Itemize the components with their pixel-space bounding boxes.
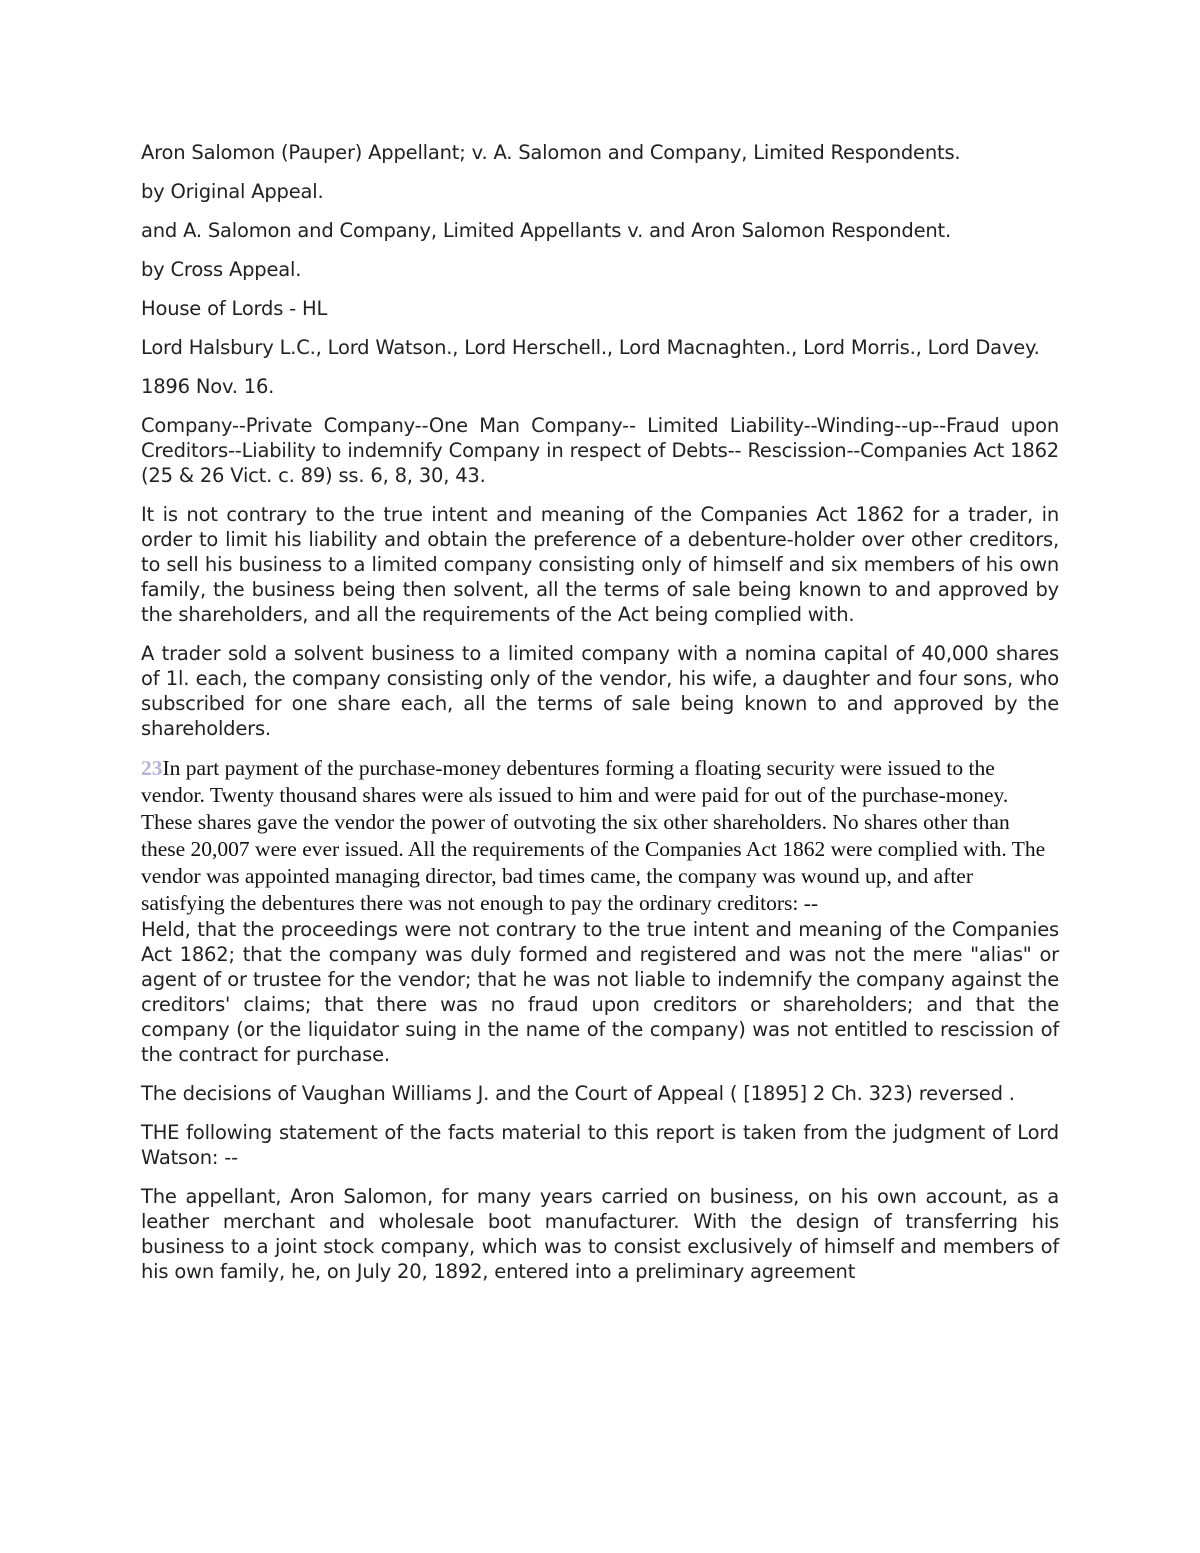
held-paragraph: Held, that the proceedings were not contrary to the true intent and meaning of the Companies Act 1862; that the company was duly formed and registered and was not the mere "alias" or agent of or trustee for the vendor; that he was not liable to indemnify the company against the creditors' claims; that there was no fraud upon creditors or shareholders; and that the company (or the liquidator suing in the name of the company) was not entitled to rescission of the contract for purchase. <box>141 918 1059 1066</box>
facts-continued-text: In part payment of the purchase-money debentures forming a floating security were issued to the vendor. Twenty thousand shares were als issued to him and were paid for out of the purchase-money. These shares gave the vendor the power of outvoting the six other shareholders. No shares other than these 20,007 were ever issued. All the requirements of the Companies Act 1862 were complied with. The vendor was appointed managing director, bad times came, the company was wound up, and after satisfying the debentures there was not enough to pay the ordinary creditors: -- <box>141 756 1046 915</box>
statement-intro: THE following statement of the facts material to this report is taken from the judgment of Lord Watson: -- <box>141 1121 1059 1169</box>
page-number-marker: 23 <box>141 756 163 780</box>
decisions-reversed: The decisions of Vaughan Williams J. and the Court of Appeal ( [1895] 2 Ch. 323) reversed . <box>141 1082 1015 1105</box>
court-name: House of Lords - HL <box>141 297 328 320</box>
cross-parties: and A. Salomon and Company, Limited Appellants v. and Aron Salomon Respondent. <box>141 219 951 242</box>
statement-body: The appellant, Aron Salomon, for many years carried on business, on his own account, as a leather merchant and wholesale boot manufacturer. With the design of transferring his business to a joint stock company, which was to consist exclusively of himself and members of his own family, he, on July 20, 1892, entered into a preliminary agreement <box>141 1185 1059 1283</box>
cross-appeal-label: by Cross Appeal. <box>141 258 302 281</box>
headnote-principle: It is not contrary to the true intent and meaning of the Companies Act 1862 for a trader, in order to limit his liability and obtain the preference of a debenture-holder over other creditors, to sell his business to a limited company consisting only of himself and six members of his own family, the business being then solvent, all the terms of sale being known to and approved by the shareholders, and all the requirements of the Act being complied with. <box>141 503 1059 626</box>
facts-continued-paragraph <box>141 755 1059 917</box>
original-appeal-label: by Original Appeal. <box>141 180 324 203</box>
document-page <box>141 140 1059 1284</box>
decision-date: 1896 Nov. 16. <box>141 375 275 398</box>
headnote-facts: A trader sold a solvent business to a limited company with a nomina capital of 40,000 shares of 1l. each, the company consisting only of the vendor, his wife, a daughter and four sons, who subscribed for one share each, all the terms of sale being known to and approved by the shareholders. <box>141 642 1059 740</box>
case-title: Aron Salomon (Pauper) Appellant; v. A. Salomon and Company, Limited Respondents. <box>141 141 961 164</box>
catchwords: Company--Private Company--One Man Company-- Limited Liability--Winding--up--Fraud upon Creditors--Liability to indemnify Company in respect of Debts-- Rescission--Companies Act 1862 (25 & 26 Vict. c. 89) ss. 6, 8, 30, 43. <box>141 414 1059 487</box>
judges-list: Lord Halsbury L.C., Lord Watson., Lord Herschell., Lord Macnaghten., Lord Morris., Lord Davey. <box>141 336 1040 359</box>
